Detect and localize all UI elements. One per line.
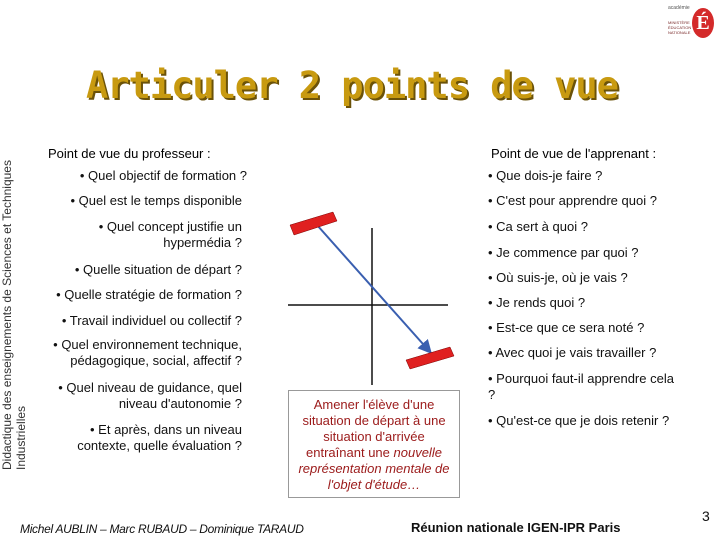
learner-item-8: • Avec quoi je vais travailler ? [488, 345, 657, 360]
start-marker-icon [290, 212, 337, 235]
footer-authors: Michel AUBLIN – Marc RUBAUD – Dominique TARAUD [20, 522, 304, 536]
teacher-item-9: • Et après, dans un niveau contexte, quelle évaluation ? [77, 422, 242, 453]
sidebar-line-1: Didactique des enseignements de Sciences et Techniques [0, 160, 14, 470]
goal-text-box [288, 390, 460, 498]
logo-line-3: NATIONALE [668, 30, 691, 35]
diagonal-arrow [317, 225, 431, 353]
teacher-item-4: • Quelle situation de départ ? [74, 262, 242, 277]
logo-mark-icon: É [692, 8, 714, 38]
learner-item-9: • Pourquoi faut-il apprendre cela ? [488, 371, 674, 402]
page-title: Articuler 2 points de vue [86, 64, 618, 107]
goal-text-plain: Amener l'élève d'une situation de départ à une situation d'arrivée entraînant une [302, 397, 446, 460]
page-number: 3 [702, 508, 710, 524]
teacher-item-1: • Quel objectif de formation ? [79, 168, 247, 183]
goal-text-italic: nouvelle représentation mentale de l'objet d'étude… [298, 445, 450, 492]
teacher-item-3: • Quel concept justifie un hypermédia ? [98, 219, 242, 250]
teacher-item-2: • Quel est le temps disponible [70, 193, 242, 208]
learner-item-7: • Est-ce que ce sera noté ? [488, 320, 645, 335]
teacher-item-8: • Quel niveau de guidance, quel niveau d'autonomie ? [58, 380, 242, 411]
learner-item-6: • Je rends quoi ? [488, 295, 586, 310]
logo-line-2: ÉDUCATION [668, 25, 692, 30]
learner-item-1: • Que dois-je faire ? [488, 168, 603, 183]
learner-item-10: • Qu'est-ce que je dois retenir ? [488, 413, 670, 428]
learner-item-3: • Ca sert à quoi ? [488, 219, 588, 234]
learner-item-2: • C'est pour apprendre quoi ? [488, 193, 657, 208]
end-marker-icon [406, 347, 454, 369]
footer-event: Réunion nationale IGEN-IPR Paris [411, 520, 621, 535]
teacher-item-6: • Travail individuel ou collectif ? [61, 313, 242, 328]
teacher-item-5: • Quelle stratégie de formation ? [56, 287, 242, 302]
logo-top-text: académie [668, 5, 690, 11]
sidebar-line-2: Industrielles [14, 405, 28, 470]
teacher-item-7: • Quel environnement technique, pédagogique, social, affectif ? [53, 337, 242, 368]
learner-item-4: • Je commence par quoi ? [488, 245, 639, 260]
learner-item-5: • Où suis-je, où je vais ? [488, 270, 628, 285]
learner-header: Point de vue de l'apprenant : [491, 146, 657, 161]
logo-line-1: MINISTÈRE [668, 20, 690, 25]
teacher-header: Point de vue du professeur : [48, 146, 211, 161]
